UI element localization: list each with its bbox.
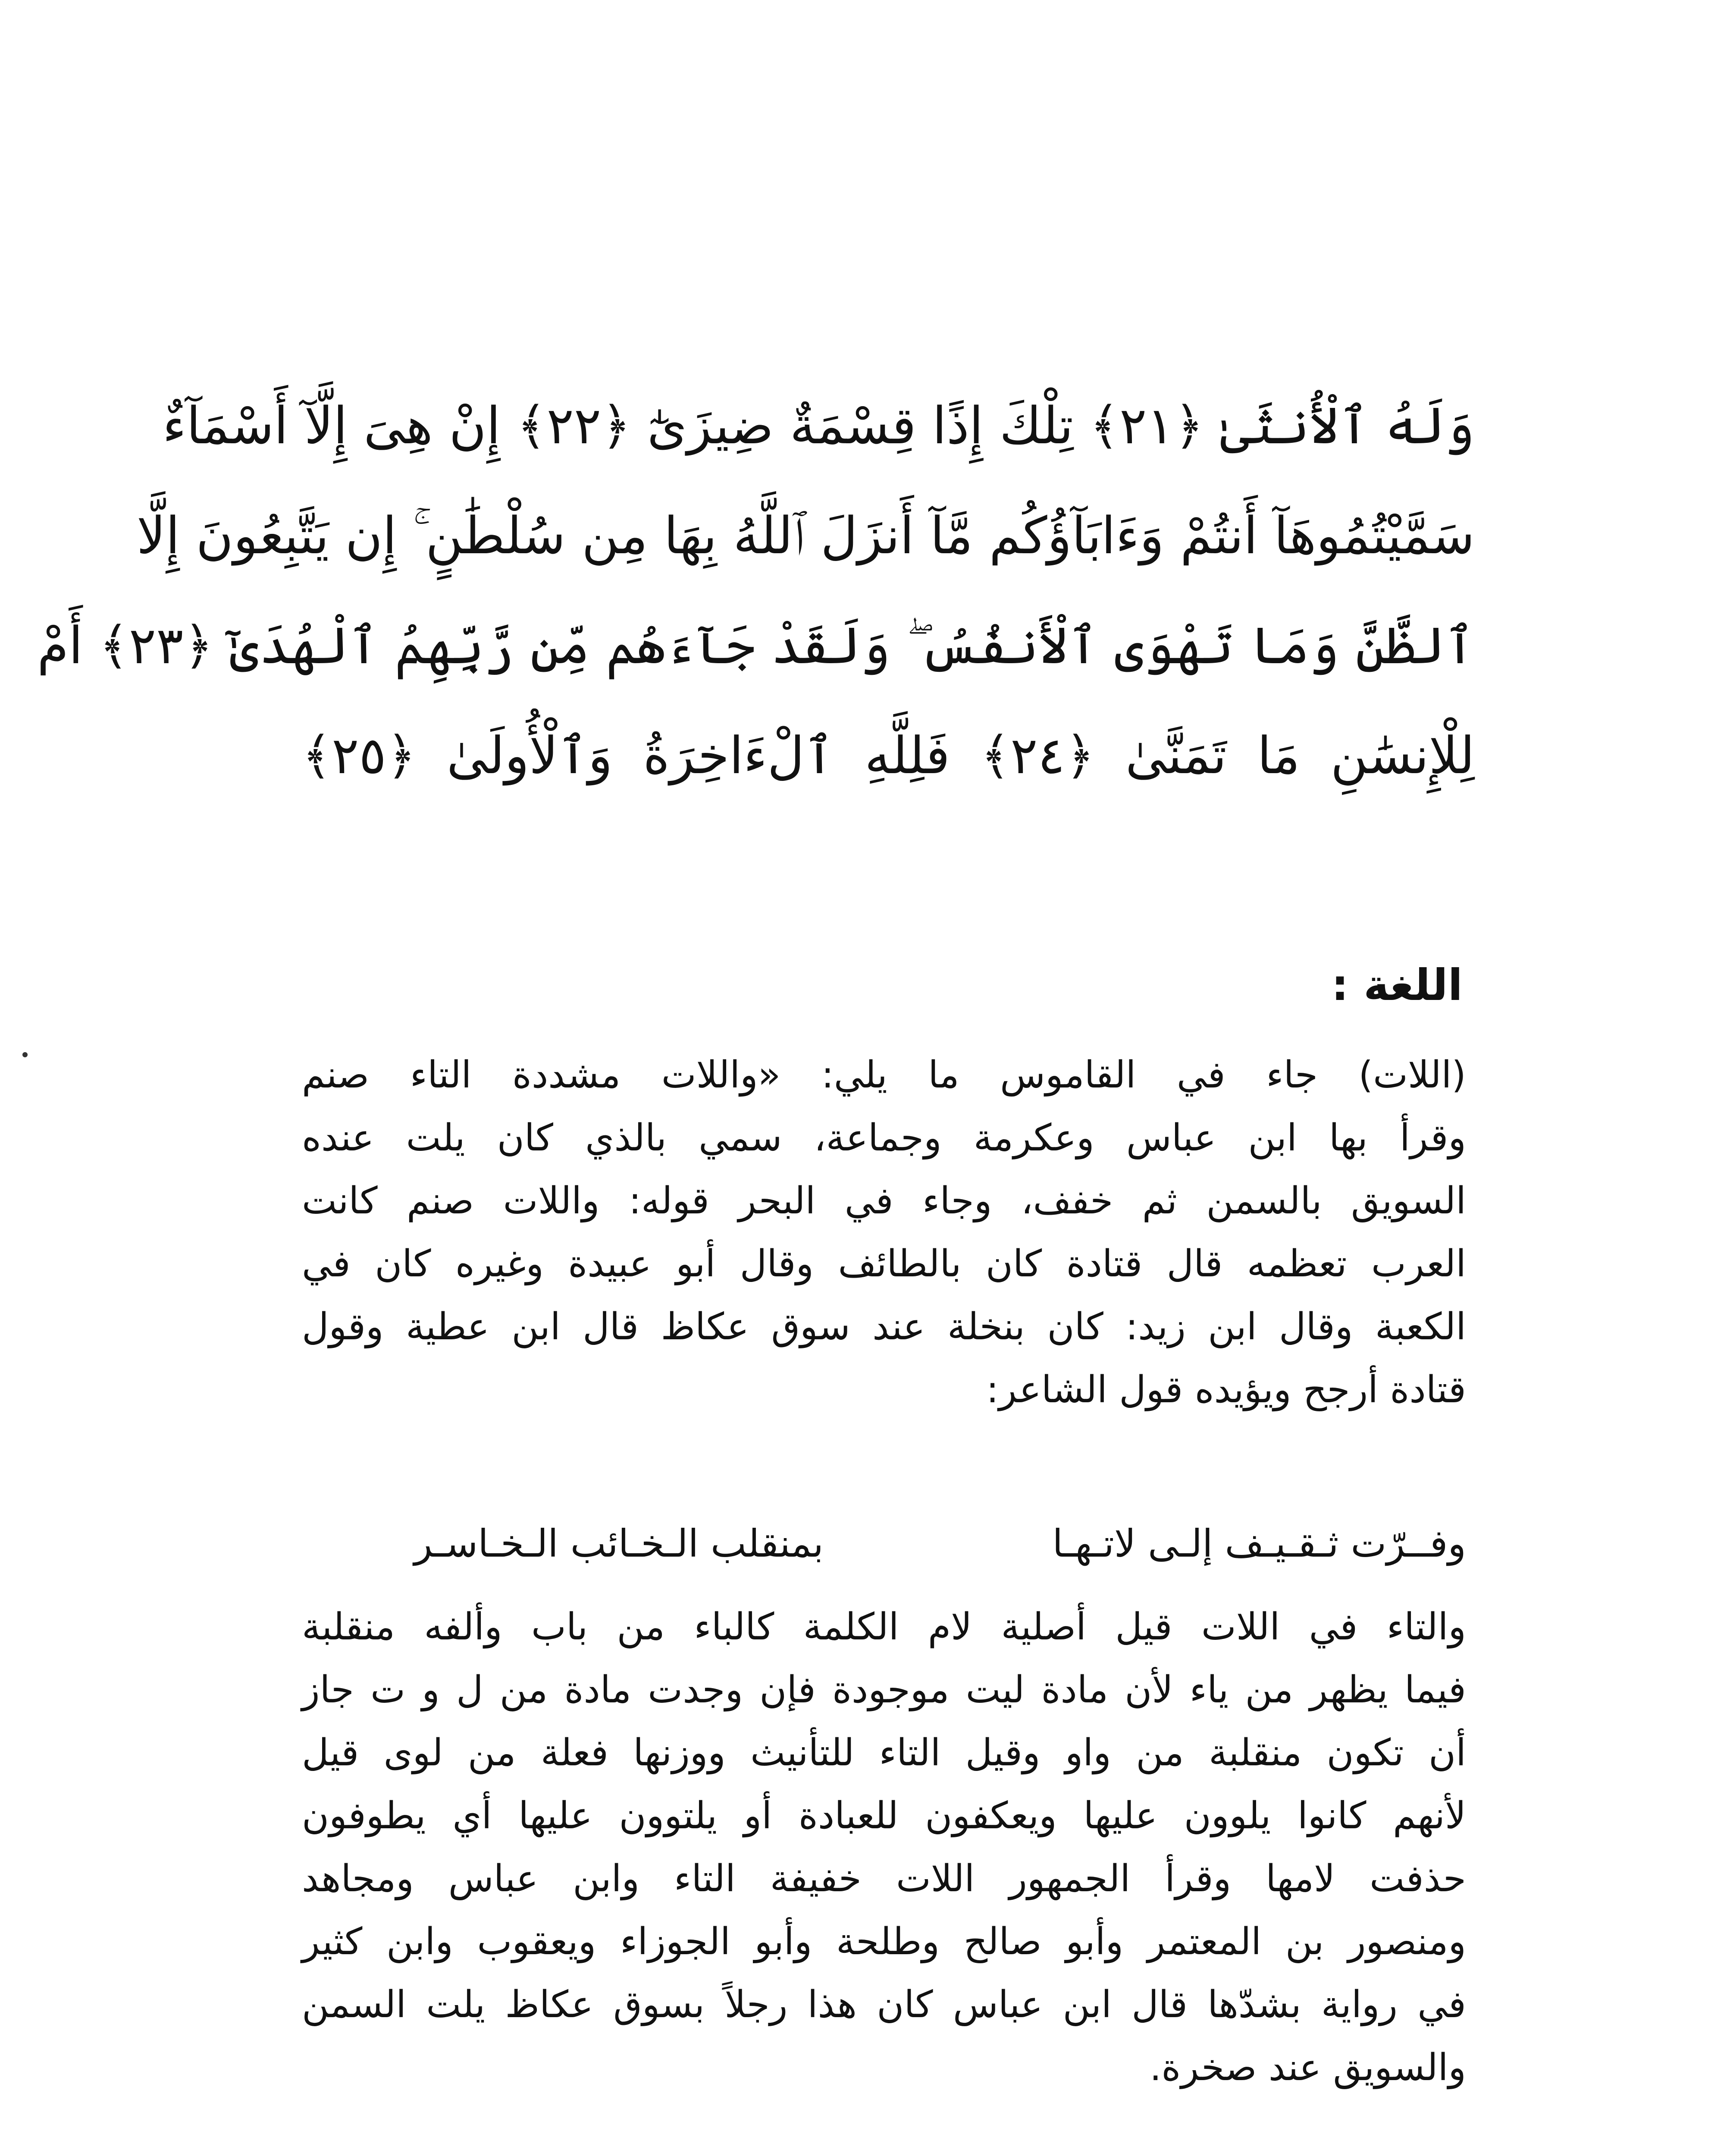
section-heading: اللغة : bbox=[1331, 960, 1463, 1010]
paragraph-line: أن تكون منقلبة من واو وقيل التاء للتأنيث ووزنها فعلة من لوى قيل bbox=[302, 1731, 1466, 1774]
paragraph-line: والتاء في اللات قيل أصلية لام الكلمة كالباء من باب وألفه منقلبة bbox=[302, 1605, 1466, 1648]
verse-first-hemistich: وفــرّت ثـقـيـف إلـى لاتـهـا bbox=[1052, 1521, 1466, 1566]
paragraph-line: العرب تعظمه قال قتادة كان بالطائف وقال أبو عبيدة وغيره كان في bbox=[302, 1242, 1466, 1285]
paragraph-ta-explanation bbox=[302, 1595, 1466, 2099]
quran-line: لِلْإِنسَٰنِ مَا تَمَنَّىٰ ﴿٢٤﴾ فَلِلَّهِ ٱلْءَاخِرَةُ وَٱلْأُولَىٰ ﴿٢٥﴾ bbox=[302, 726, 1475, 785]
paragraph-line: والسويق عند صخرة. bbox=[1150, 2046, 1466, 2089]
paragraph-line: في رواية بشدّها قال ابن عباس كان هذا رجلاً بسوق عكاظ يلت السمن bbox=[302, 1983, 1466, 2026]
paragraph-lat-definition bbox=[302, 1044, 1466, 1421]
poetry-verse bbox=[302, 1501, 1466, 1587]
paragraph-line: ومنصور بن المعتمر وأبو صالح وطلحة وأبو الجوزاء ويعقوب وابن كثير bbox=[302, 1920, 1466, 1963]
quran-verses-block bbox=[37, 371, 1475, 811]
paragraph-line: حذفت لامها وقرأ الجمهور اللات خفيفة التاء وابن عباس ومجاهد bbox=[302, 1857, 1466, 1900]
paragraph-line: فيما يظهر من ياء لأن مادة ليت موجودة فإن وجدت مادة من ل و ت جاز bbox=[302, 1668, 1466, 1711]
paragraph-line: قتادة أرجح ويؤيده قول الشاعر: bbox=[986, 1368, 1466, 1411]
scan-speck bbox=[22, 1052, 28, 1057]
paragraph-line: لأنهم كانوا يلوون عليها ويعكفون للعبادة أو يلتوون عليها أي يطوفون bbox=[302, 1794, 1466, 1837]
paragraph-line: (اللات) جاء في القاموس ما يلي: «واللات مشددة التاء صنم bbox=[302, 1053, 1466, 1097]
quran-line: ٱلظَّنَّ وَمَا تَهْوَى ٱلْأَنفُسُ ۖ وَلَقَدْ جَآءَهُم مِّن رَّبِّهِمُ ٱلْهُدَىٰٓ ﴿٢٣﴾ أَمْ bbox=[37, 616, 1475, 675]
paragraph-line: السويق بالسمن ثم خفف، وجاء في البحر قوله: واللات صنم كانت bbox=[302, 1179, 1466, 1222]
quran-line: سَمَّيْتُمُوهَآ أَنتُمْ وَءَابَآؤُكُم مَّآ أَنزَلَ ٱللَّهُ بِهَا مِن سُلْطَٰنٍ ۚ إِن يَتَّبِعُونَ إِلَّا bbox=[136, 506, 1475, 565]
paragraph-line: وقرأ بها ابن عباس وعكرمة وجماعة، سمي بالذي كان يلت عنده bbox=[302, 1116, 1466, 1159]
quran-line: وَلَهُ ٱلْأُنثَىٰ ﴿٢١﴾ تِلْكَ إِذًا قِسْمَةٌ ضِيزَىٰٓ ﴿٢٢﴾ إِنْ هِىَ إِلَّآ أَسْمَآءٌ bbox=[162, 396, 1475, 455]
paragraph-line: الكعبة وقال ابن زيد: كان بنخلة عند سوق عكاظ قال ابن عطية وقول bbox=[302, 1305, 1466, 1348]
verse-second-hemistich: بمنقلب الـخـائب الـخـاسـر bbox=[414, 1521, 824, 1566]
